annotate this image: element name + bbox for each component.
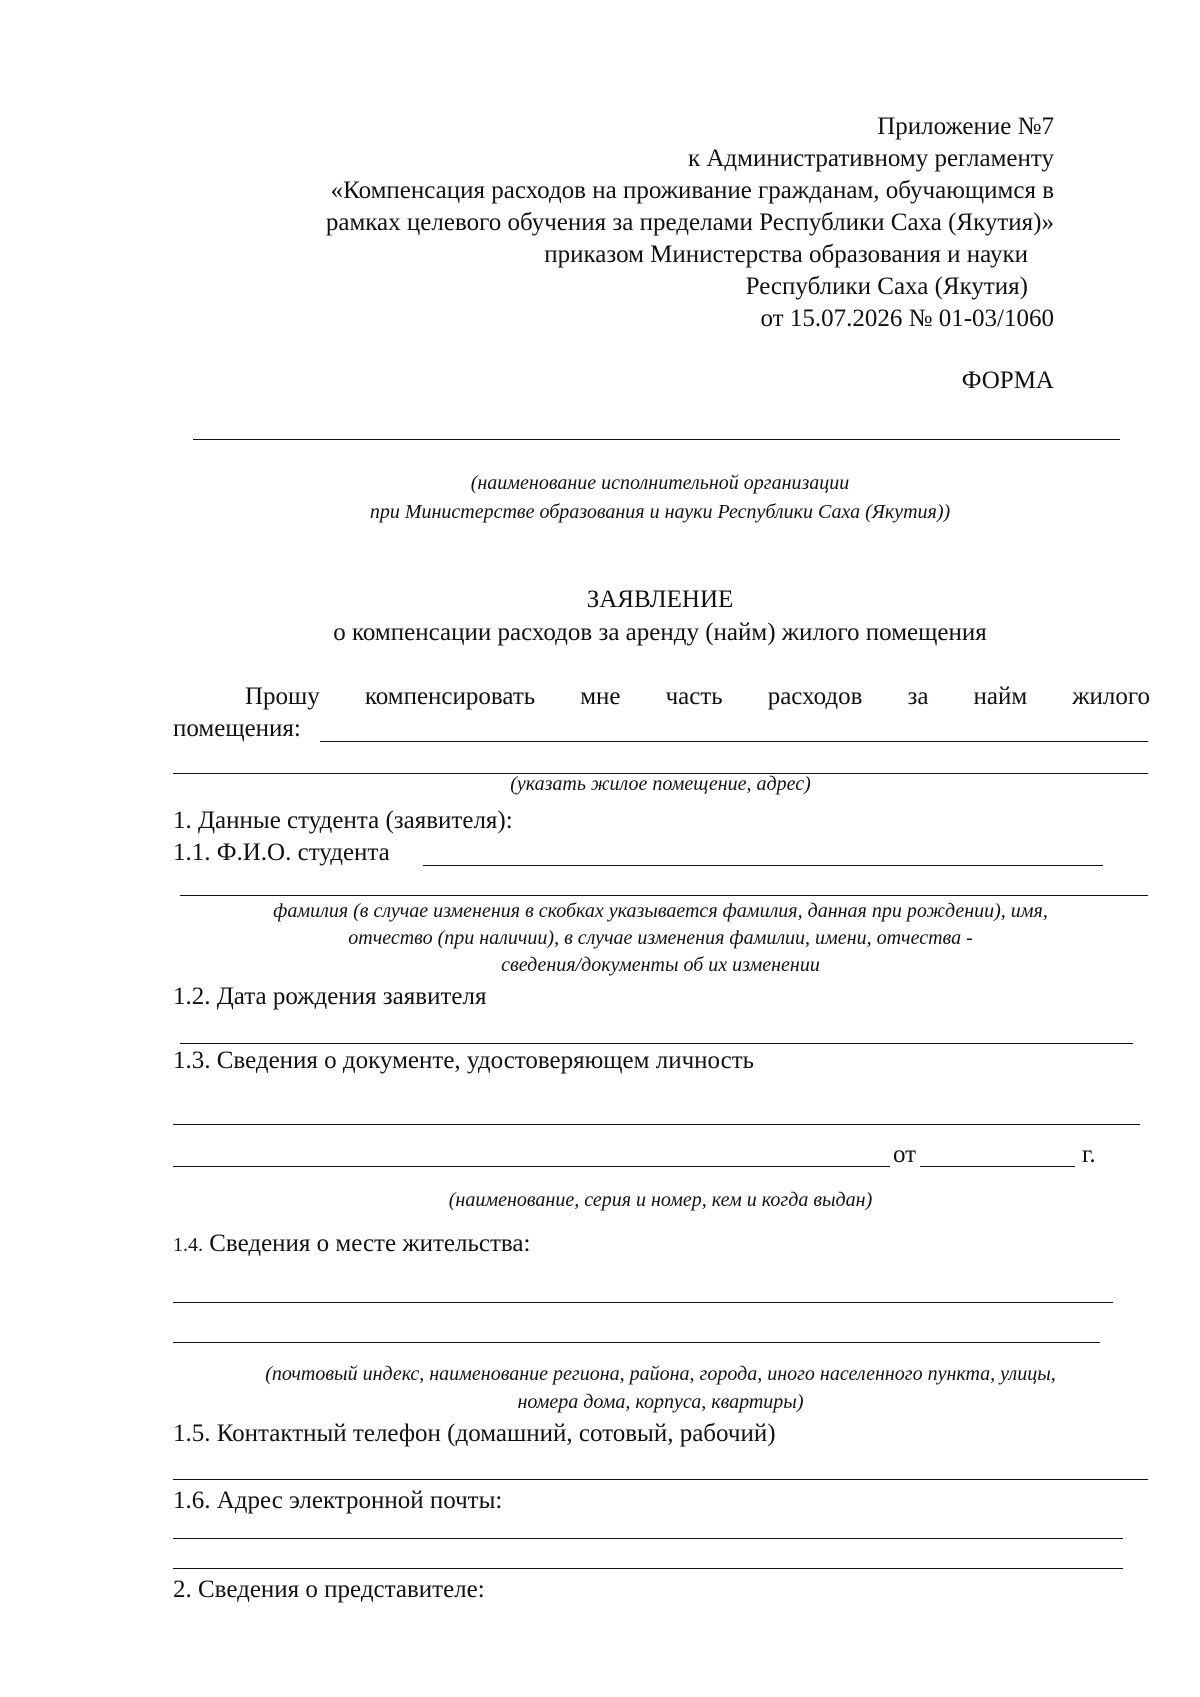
form-label: ФОРМА bbox=[961, 367, 1054, 394]
regulation-title-line2: рамках целевого обучения за пределами Республики Саха (Якутия)» bbox=[325, 209, 1054, 236]
residence-note-line2: номера дома, корпуса, квартиры) bbox=[517, 1391, 804, 1413]
residence-input-line2[interactable] bbox=[173, 1342, 1100, 1343]
premises-input-line[interactable] bbox=[320, 741, 1148, 742]
identity-document-line2[interactable] bbox=[173, 1166, 890, 1167]
email-input-line1[interactable] bbox=[173, 1538, 1123, 1539]
fio-input-line2[interactable] bbox=[180, 895, 1148, 896]
phone-input-line[interactable] bbox=[173, 1479, 1148, 1480]
phone-label: 1.5. Контактный телефон (домашний, сотовый, рабочий) bbox=[173, 1420, 776, 1447]
email-label: 1.6. Адрес электронной почты: bbox=[173, 1487, 503, 1514]
request-word: жилого bbox=[1072, 683, 1150, 710]
fio-label: 1.1. Ф.И.О. студента bbox=[173, 839, 390, 866]
request-word: найм bbox=[973, 683, 1028, 710]
residence-label-text: Сведения о месте жительства: bbox=[209, 1230, 531, 1257]
fio-note-line3: сведения/документы об их изменении bbox=[501, 954, 820, 976]
appendix-number: Приложение №7 bbox=[877, 113, 1054, 140]
identity-date-line[interactable] bbox=[920, 1166, 1075, 1167]
request-first-line bbox=[245, 681, 1150, 713]
fio-input-line[interactable] bbox=[423, 865, 1103, 866]
email-input-line2[interactable] bbox=[173, 1568, 1123, 1569]
residence-note-line1: (почтовый индекс, наименование региона, района, города, иного населенного пункта, улицы, bbox=[265, 1363, 1056, 1385]
identity-document-line1[interactable] bbox=[173, 1124, 1140, 1125]
identity-from-label: от bbox=[893, 1141, 917, 1168]
request-word: Прошу bbox=[245, 683, 320, 710]
order-date-number: от 15.07.2026 № 01-03/1060 bbox=[760, 305, 1054, 332]
residence-number: 1.4. bbox=[173, 1234, 203, 1256]
request-word: компенсировать bbox=[364, 683, 536, 710]
request-word: расходов bbox=[767, 683, 863, 710]
section1-heading: 1. Данные студента (заявителя): bbox=[173, 807, 513, 834]
identity-document-label: 1.3. Сведения о документе, удостоверяющем личность bbox=[173, 1047, 755, 1074]
birth-date-label: 1.2. Дата рождения заявителя bbox=[173, 983, 487, 1010]
regulation-reference: к Административному регламенту bbox=[687, 145, 1054, 172]
organization-note-line2: при Министерстве образования и науки Республики Саха (Якутия)) bbox=[369, 501, 951, 523]
premises-note: (указать жилое помещение, адрес) bbox=[510, 773, 811, 795]
organization-name-line[interactable] bbox=[193, 439, 1120, 440]
request-word: мне bbox=[580, 683, 621, 710]
document-subtitle: о компенсации расходов за аренду (найм) жилого помещения bbox=[333, 619, 987, 646]
document-title: ЗАЯВЛЕНИЕ bbox=[586, 586, 734, 613]
regulation-title-line1: «Компенсация расходов на проживание гражданам, обучающимся в bbox=[330, 177, 1054, 204]
birth-date-input-line[interactable] bbox=[180, 1043, 1133, 1044]
request-word: часть bbox=[665, 683, 723, 710]
section2-heading: 2. Сведения о представителе: bbox=[173, 1576, 485, 1603]
request-premises-label: помещения: bbox=[173, 715, 301, 742]
residence-input-line1[interactable] bbox=[173, 1302, 1113, 1303]
fio-note-line1: фамилия (в случае изменения в скобках указывается фамилия, данная при рождении), имя, bbox=[273, 900, 1048, 922]
fio-note-line2: отчество (при наличии), в случае изменения фамилии, имени, отчества - bbox=[348, 927, 973, 949]
request-word: за bbox=[907, 683, 929, 710]
identity-note: (наименование, серия и номер, кем и когда выдан) bbox=[448, 1189, 873, 1211]
organization-note-line1: (наименование исполнительной организации bbox=[470, 472, 850, 494]
order-ministry-line: приказом Министерства образования и науки bbox=[544, 241, 1028, 268]
order-republic-line: Республики Саха (Якутия) bbox=[745, 273, 1028, 300]
identity-year-label: г. bbox=[1082, 1141, 1096, 1168]
residence-label bbox=[173, 1228, 530, 1261]
